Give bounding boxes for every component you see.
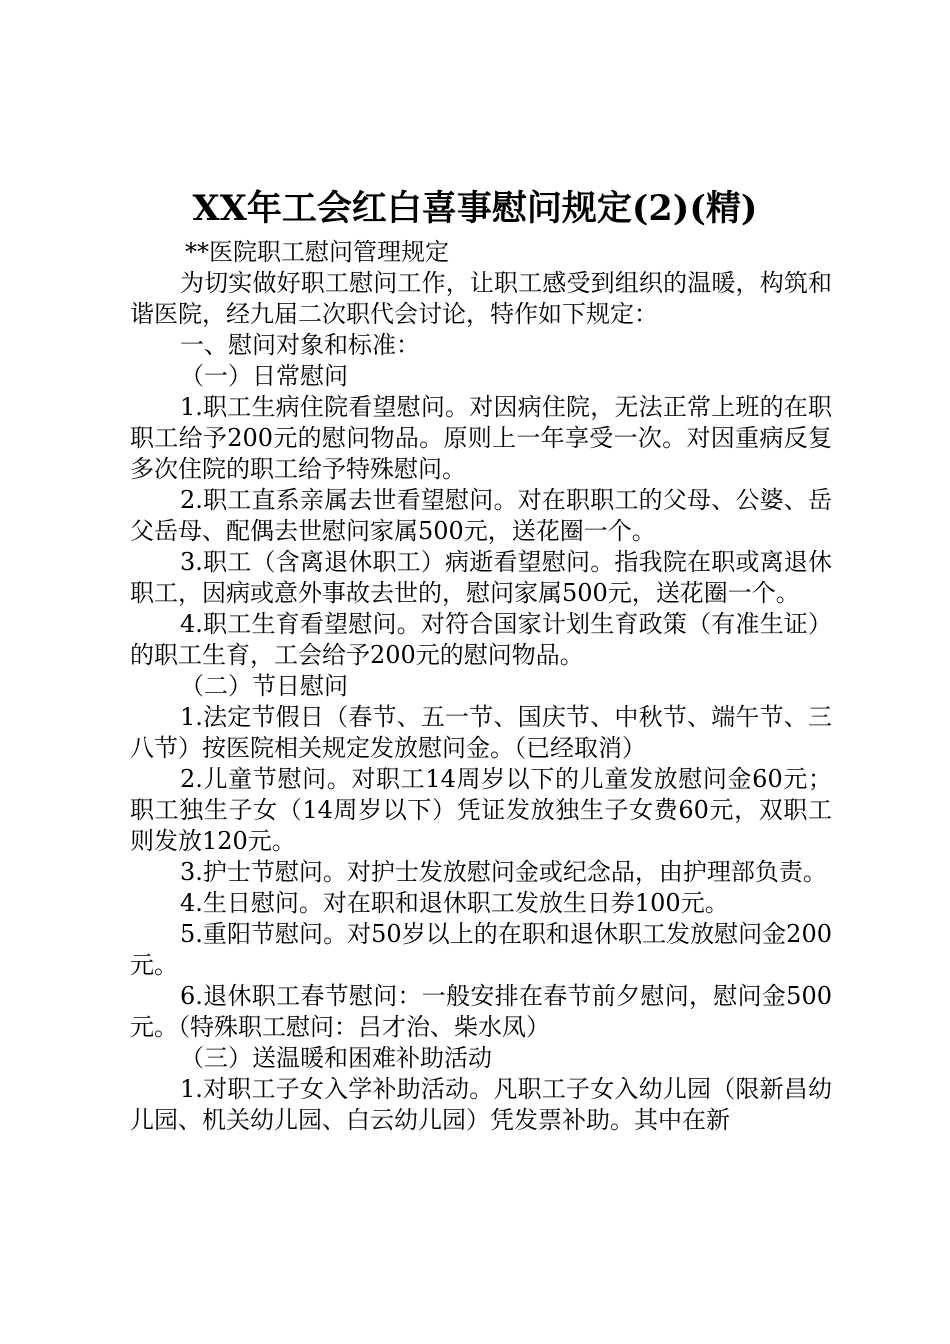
intro-paragraph: 为切实做好职工慰问工作，让职工感受到组织的温暖，构筑和谐医院，经九届二次职代会讨论，特作如下规定： [130, 269, 832, 328]
document-body [130, 237, 832, 1136]
paragraph: 2.职工直系亲属去世看望慰问。对在职职工的父母、公婆、岳父岳母、配偶去世慰问家属500元，送花圈一个。 [130, 486, 832, 545]
paragraph: 3.职工（含离退休职工）病逝看望慰问。指我院在职或离退休职工，因病或意外事故去世的，慰问家属500元，送花圈一个。 [130, 548, 832, 607]
paragraph: 4.职工生育看望慰问。对符合国家计划生育政策（有准生证）的职工生育，工会给予200元的慰问物品。 [130, 610, 832, 669]
paragraph: 1.法定节假日（春节、五一节、国庆节、中秋节、端午节、三八节）按医院相关规定发放慰问金。（已经取消） [130, 703, 832, 762]
subsection-heading: （三）送温暖和困难补助活动 [180, 1044, 492, 1072]
paragraph: 5.重阳节慰问。对50岁以上的在职和退休职工发放慰问金200元。 [130, 920, 832, 979]
paragraph: 2.儿童节慰问。对职工14周岁以下的儿童发放慰问金60元；职工独生子女（14周岁以下）凭证发放独生子女费60元，双职工则发放120元。 [130, 765, 832, 855]
subsection-heading: （二）节日慰问 [180, 672, 348, 700]
subtitle-paragraph: **医院职工慰问管理规定 [185, 238, 449, 266]
paragraph: 6.退休职工春节慰问：一般安排在春节前夕慰问，慰问金500元。（特殊职工慰问：吕才治、柴水凤） [130, 982, 832, 1041]
document-title: XX年工会红白喜事慰问规定(2)(精) [192, 188, 758, 229]
paragraph: 3.护士节慰问。对护士发放慰问金或纪念品，由护理部负责。 [180, 858, 827, 886]
section-heading: 一、慰问对象和标准： [180, 331, 420, 359]
paragraph: 1.职工生病住院看望慰问。对因病住院，无法正常上班的在职职工给予200元的慰问物品。原则上一年享受一次。对因重病反复多次住院的职工给予特殊慰问。 [130, 393, 832, 483]
subsection-heading: （一）日常慰问 [180, 362, 348, 390]
paragraph: 1.对职工子女入学补助活动。凡职工子女入幼儿园（限新昌幼儿园、机关幼儿园、白云幼儿园）凭发票补助。其中在新 [130, 1075, 832, 1134]
paragraph: 4.生日慰问。对在职和退休职工发放生日券100元。 [180, 889, 729, 917]
